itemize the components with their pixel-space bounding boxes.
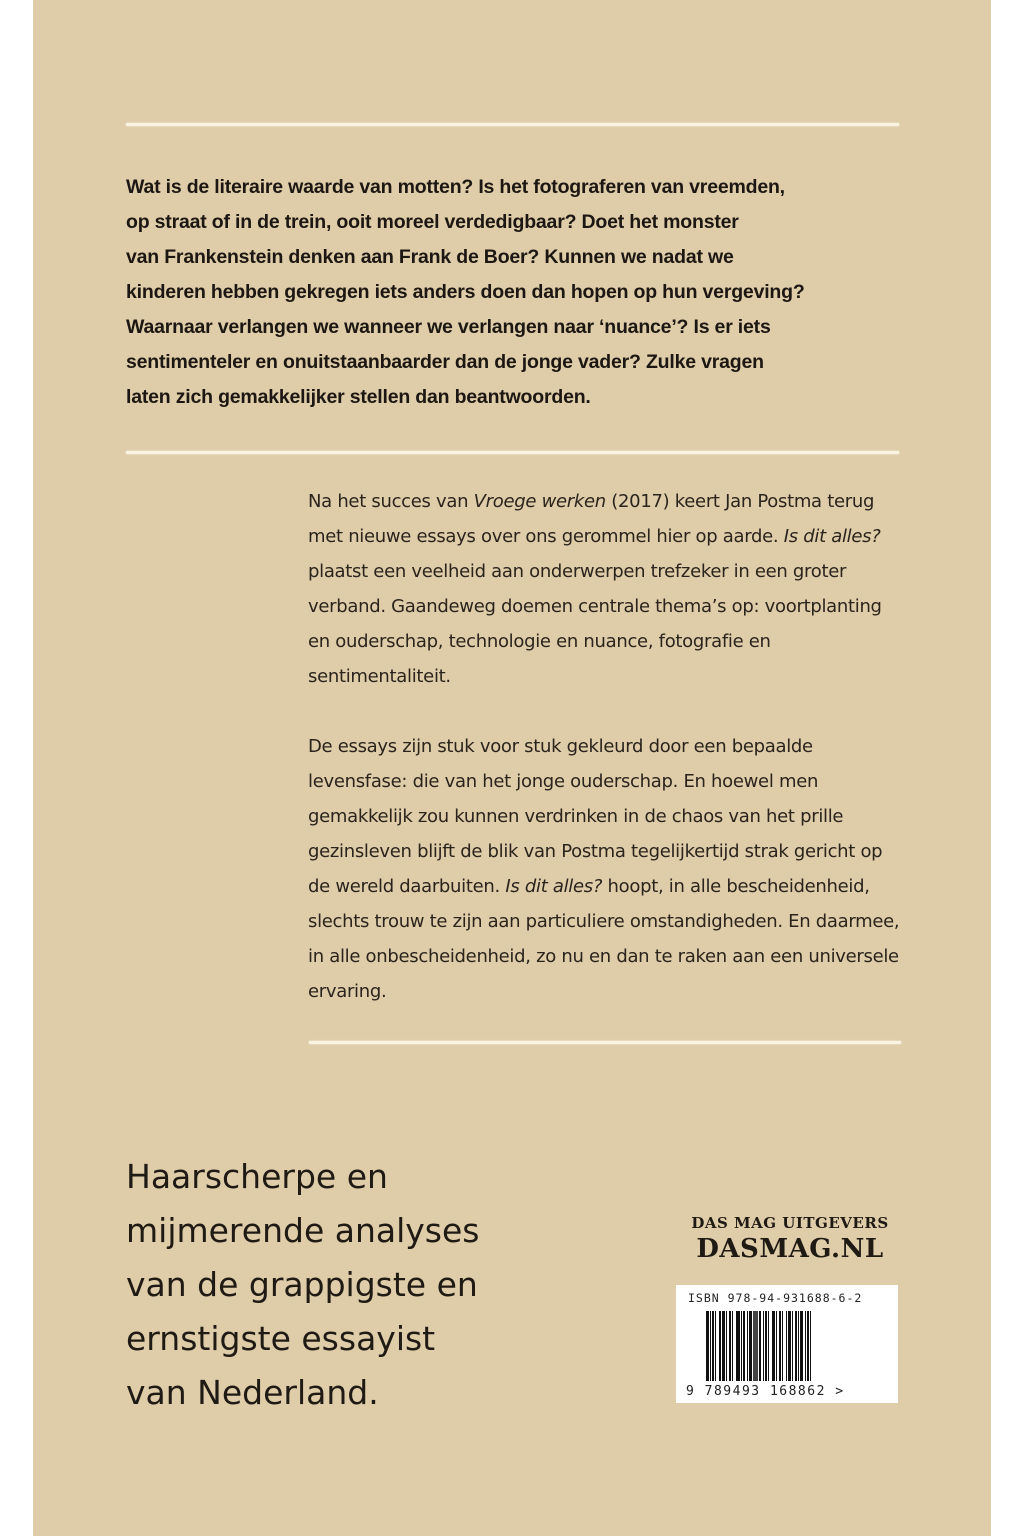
isbn-label: ISBN 978-94-931688-6-2 bbox=[688, 1291, 863, 1305]
blurb-text: hoopt, in alle bescheidenheid, slechts trouw te zijn aan particuliere omstandigheden. En daarmee, in alle onbescheidenheid, zo nu en dan te raken aan een universele ervaring. bbox=[308, 876, 900, 1002]
book-title-is-dit-alles: Is dit alles? bbox=[505, 876, 603, 897]
blurb-text: De essays zijn stuk voor stuk gekleurd door een bepaalde levensfase: die van het jonge ouderschap. En hoewel men gemakkelijk zou kunnen verdrinken in de chaos van het prille gezinsleven blijft de blik van Postma tegelijkertijd strak gericht op de wereld daarbuiten. bbox=[308, 736, 883, 897]
intro-line: Wat is de literaire waarde van motten? Is het fotograferen van vreemden, bbox=[126, 176, 785, 198]
isbn-barcode bbox=[676, 1285, 898, 1403]
publisher-block bbox=[680, 1212, 900, 1264]
tagline-line: ernstigste essayist bbox=[126, 1319, 436, 1358]
intro-line: van Frankenstein denken aan Frank de Boer? Kunnen we nadat we bbox=[126, 246, 734, 268]
divider-bottom bbox=[309, 1041, 901, 1044]
tagline-line: Haarscherpe en bbox=[126, 1157, 388, 1196]
blurb-text: (2017) keert Jan Postma terug met nieuwe essays over ons gerommel hier op aarde. bbox=[308, 491, 875, 547]
book-title-vroege-werken: Vroege werken bbox=[473, 491, 606, 512]
blurb-text: plaatst een veelheid aan onderwerpen trefzeker in een groter verband. Gaandeweg doemen centrale thema’s op: voortplanting en ouderschap, technologie en nuance, fotografie en sentimentaliteit. bbox=[308, 561, 882, 687]
publisher-name: DAS MAG UITGEVERS bbox=[691, 1214, 889, 1232]
blurb-paragraph-2 bbox=[308, 729, 908, 1009]
intro-questions bbox=[126, 170, 916, 415]
blurb-text: Na het succes van bbox=[308, 491, 474, 512]
divider-top bbox=[126, 123, 899, 126]
blurb-paragraph-1 bbox=[308, 484, 908, 694]
tagline-line: van de grappigste en bbox=[126, 1265, 478, 1304]
book-title-is-dit-alles: Is dit alles? bbox=[783, 526, 881, 547]
divider-middle bbox=[126, 451, 899, 454]
barcode-bars-icon bbox=[706, 1311, 876, 1381]
intro-line: laten zich gemakkelijker stellen dan beantwoorden. bbox=[126, 386, 591, 408]
intro-line: Waarnaar verlangen we wanneer we verlangen naar ‘nuance’? Is er iets bbox=[126, 316, 771, 338]
intro-line: sentimenteler en onuitstaanbaarder dan de jonge vader? Zulke vragen bbox=[126, 351, 764, 373]
intro-line: op straat of in de trein, ooit moreel verdedigbaar? Doet het monster bbox=[126, 211, 739, 233]
tagline-line: mijmerende analyses bbox=[126, 1211, 480, 1250]
barcode-digits: 9 789493 168862 > bbox=[686, 1384, 845, 1399]
tagline-line: van Nederland. bbox=[126, 1373, 379, 1412]
publisher-website: DASMAG.NL bbox=[696, 1234, 884, 1264]
tagline-quote bbox=[126, 1150, 526, 1420]
intro-line: kinderen hebben gekregen iets anders doen dan hopen op hun vergeving? bbox=[126, 281, 805, 303]
